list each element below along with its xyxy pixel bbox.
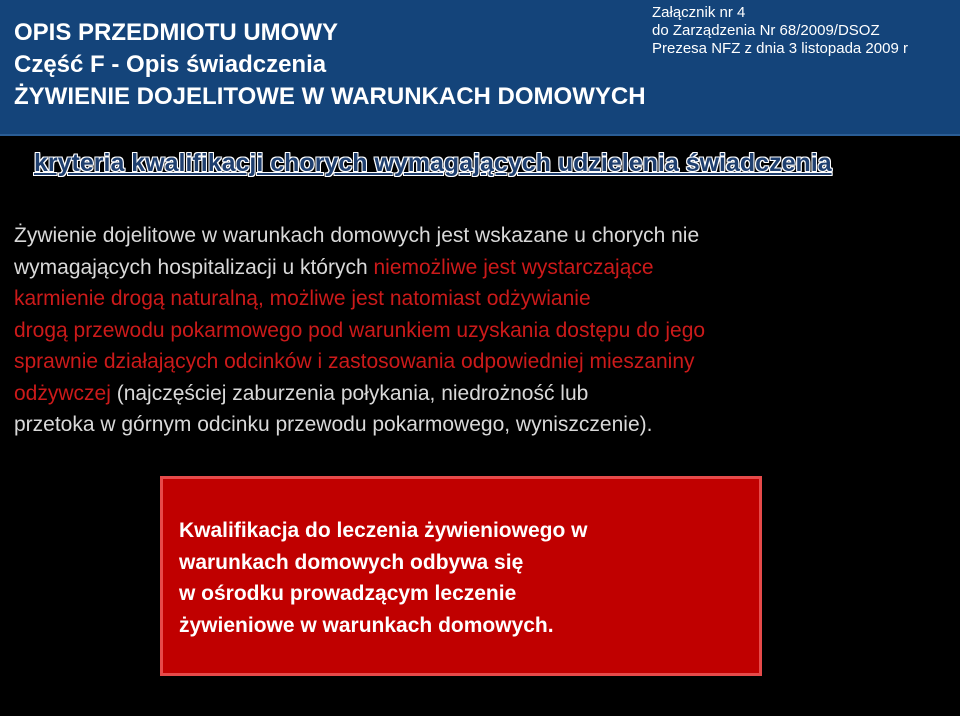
body-line-4 <box>14 315 944 347</box>
body-highlight-3: karmienie drogą naturalną, możliwe jest natomiast odżywianie <box>14 287 591 310</box>
callout-text <box>179 515 587 641</box>
title-line-3: ŻYWIENIE DOJELITOWE W WARUNKACH DOMOWYCH <box>14 83 646 110</box>
body-text-2a: wymagających hospitalizacji u których <box>14 255 374 279</box>
callout-line-1: Kwalifikacja do leczenia żywieniowego w <box>179 519 588 542</box>
annex-line-1: Załącznik nr 4 <box>652 4 746 21</box>
callout-line-2: warunkach domowych odbywa się <box>179 550 524 574</box>
body-line-2 <box>14 252 944 284</box>
callout-line-3: w ośrodku prowadzącym leczenie <box>179 582 517 605</box>
body-line-5 <box>14 346 944 378</box>
body-line-3 <box>14 283 944 315</box>
annex-reference <box>652 4 908 58</box>
body-text-1: Żywienie dojelitowe w warunkach domowych jest wskazane u chorych nie <box>14 224 700 247</box>
body-text-7: przetoka w górnym odcinku przewodu pokarmowego, wyniszczenie). <box>14 413 653 436</box>
annex-line-3: Prezesa NFZ z dnia 3 listopada 2009 r <box>652 40 908 57</box>
section-subheading: kryteria kwalifikacji chorych wymagających udzielenia świadczenia <box>34 149 832 177</box>
body-text-6b: (najczęściej zaburzenia połykania, niedrożność lub <box>110 381 589 405</box>
body-line-7 <box>14 409 944 441</box>
title-line-1: OPIS PRZEDMIOTU UMOWY <box>14 19 338 46</box>
body-highlight-4: drogą przewodu pokarmowego pod warunkiem uzyskania dostępu do jego <box>14 318 706 342</box>
body-highlight-6a: odżywczej <box>14 381 111 405</box>
annex-line-2: do Zarządzenia Nr 68/2009/DSOZ <box>652 22 880 39</box>
qualification-callout-box <box>160 476 762 676</box>
body-line-1 <box>14 220 944 252</box>
body-paragraph <box>14 220 944 441</box>
title-banner <box>0 0 960 136</box>
callout-line-4: żywieniowe w warunkach domowych. <box>179 613 554 637</box>
body-highlight-5: sprawnie działających odcinków i zastosowania odpowiedniej mieszaniny <box>14 350 695 373</box>
title-line-2: Część F - Opis świadczenia <box>14 51 327 78</box>
body-line-6 <box>14 378 944 410</box>
body-highlight-2b: niemożliwe jest wystarczające <box>373 255 654 279</box>
